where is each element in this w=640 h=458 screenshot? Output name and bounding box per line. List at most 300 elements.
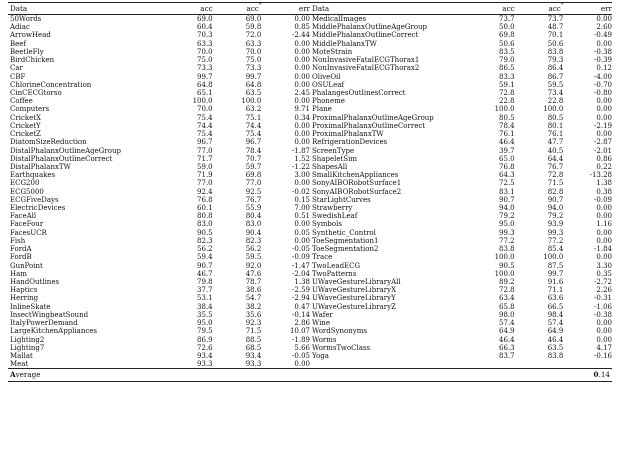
- err-value: 0.00: [596, 319, 612, 328]
- acc-star-value: 59.5: [547, 80, 564, 89]
- dataset-name: Yoga: [312, 351, 329, 360]
- err-value: -2.44: [292, 31, 310, 40]
- table-row: [8, 171, 612, 179]
- dataset-name: Synthetic_Control: [312, 228, 376, 237]
- acc-star-value: 72.8: [547, 171, 564, 180]
- dataset-name: SonyAIBORobotSurface1: [312, 179, 402, 188]
- acc-star-value: 82.8: [547, 187, 564, 196]
- err-value: -0.39: [594, 56, 612, 65]
- acc-star-value: 79.3: [547, 56, 564, 65]
- dataset-name: RefrigerationDevices: [312, 138, 388, 147]
- acc-star-value: 40.5: [547, 146, 564, 155]
- acc-star-value: 94.0: [547, 204, 564, 213]
- err-value: 0.00: [596, 327, 612, 336]
- dataset-name: LargeKitchenAppliances: [10, 327, 97, 336]
- dataset-name: TwoPatterns: [312, 269, 357, 278]
- acc-value: 59.4: [197, 253, 213, 262]
- acc-star-value: 47.7: [547, 138, 564, 147]
- dataset-name: Plane: [312, 105, 332, 114]
- acc-value: 66.3: [499, 343, 515, 352]
- acc-value: 57.4: [499, 319, 515, 328]
- acc-value: 79.5: [197, 327, 213, 336]
- acc-star-value: 66.5: [547, 302, 564, 311]
- acc-value: 86.9: [197, 335, 213, 344]
- dataset-name: FaceAll: [10, 212, 37, 221]
- err-value: -0.16: [594, 351, 612, 360]
- acc-value: 35.5: [197, 310, 213, 319]
- average-value: 0.14: [593, 370, 610, 380]
- dataset-name: DistalPhalanxTW: [10, 162, 71, 171]
- err-value: -2.72: [594, 278, 612, 286]
- acc-value: 72.8: [499, 88, 515, 97]
- dataset-name: MoteStrain: [312, 47, 353, 56]
- err-value: 10.07: [289, 327, 310, 336]
- acc-value: 53.1: [197, 294, 213, 303]
- table-row: [8, 237, 612, 245]
- acc-value: 73.7: [499, 15, 515, 23]
- acc-value: 70.0: [197, 47, 213, 56]
- table-row: [8, 130, 612, 138]
- acc-star-value: 93.3: [245, 360, 262, 369]
- table-row: [8, 105, 612, 113]
- acc-star-value: 64.8: [245, 80, 262, 89]
- acc-star-value: 59.5: [245, 253, 262, 262]
- acc-value: 79.2: [499, 212, 515, 221]
- err-value: 0.00: [294, 130, 310, 139]
- table-row: [8, 23, 612, 31]
- err-value: 0.00: [596, 335, 612, 344]
- acc-value: 99.7: [197, 72, 213, 81]
- err-value: 2.45: [294, 88, 310, 97]
- dataset-name: MiddlePhalanxOutlineCorrect: [312, 31, 419, 40]
- acc-star-value: 100.0: [543, 253, 564, 262]
- acc-value: 82.3: [197, 236, 213, 245]
- err-value: -0.05: [292, 351, 310, 360]
- acc-star-value: 76.7: [547, 162, 564, 171]
- err-value: 0.35: [596, 269, 612, 278]
- acc-value: 86.5: [499, 64, 515, 73]
- dataset-name: ECG5000: [10, 187, 44, 196]
- results-table: [8, 2, 612, 382]
- table-row: [8, 97, 612, 105]
- err-value: -0.49: [594, 31, 612, 40]
- dataset-name: Earthquakes: [10, 171, 56, 180]
- table-row: [8, 270, 612, 278]
- err-value: 2.86: [294, 319, 310, 328]
- table-row: [8, 48, 612, 56]
- acc-star-value: 38.2: [245, 302, 262, 311]
- acc-star-value: 96.7: [245, 138, 262, 147]
- err-value: 0.51: [294, 212, 310, 221]
- err-value: 0.00: [596, 15, 612, 23]
- acc-star-value: 63.5: [547, 343, 564, 352]
- acc-value: 78.4: [499, 121, 515, 130]
- err-value: 0.00: [294, 56, 310, 65]
- acc-star-value: 80.4: [245, 212, 262, 221]
- err-value: 2.60: [596, 23, 612, 32]
- err-value: 0.00: [294, 236, 310, 245]
- acc-star-value: 64.4: [547, 154, 564, 163]
- dataset-name: ArrowHead: [10, 31, 51, 40]
- dataset-name: TwoLeadECG: [312, 261, 361, 270]
- err-value: 0.00: [596, 97, 612, 106]
- err-value: 1.38: [294, 278, 310, 286]
- err-value: 0.85: [294, 23, 310, 32]
- err-value: 0.00: [596, 212, 612, 221]
- dataset-name: NonInvasiveFatalECGThorax1: [312, 56, 420, 65]
- dataset-name: Strawberry: [312, 204, 353, 213]
- acc-star-value: 87.5: [547, 261, 564, 270]
- acc-value: 75.4: [197, 113, 213, 122]
- acc-value: 93.4: [197, 351, 213, 360]
- table-row: [8, 40, 612, 48]
- table-row: [8, 31, 612, 39]
- err-value: 0.47: [294, 302, 310, 311]
- acc-value: 71.9: [197, 171, 213, 180]
- err-value: 0.00: [596, 130, 612, 139]
- table-row: [8, 253, 612, 261]
- dataset-name: Lighting7: [10, 343, 45, 352]
- dataset-name: MiddlePhalanxOutlineAgeGroup: [312, 23, 428, 32]
- err-value: -0.31: [594, 294, 612, 303]
- acc-star-value: 69.0: [245, 15, 262, 23]
- err-value: -2.94: [292, 294, 310, 303]
- dataset-name: InsectWingbeatSound: [10, 310, 89, 319]
- acc-value: 46.7: [197, 269, 213, 278]
- acc-value: 90.5: [197, 228, 213, 237]
- acc-star-value: 79.2: [547, 212, 564, 221]
- dataset-name: WordSynonyms: [312, 327, 367, 336]
- err-value: -1.06: [594, 302, 612, 311]
- dataset-name: ProximalPhalanxOutlineCorrect: [312, 121, 426, 130]
- dataset-name: OliveOil: [312, 72, 341, 81]
- err-value: 0.00: [596, 204, 612, 213]
- acc-value: 75.0: [197, 56, 213, 65]
- err-value: 0.00: [596, 236, 612, 245]
- acc-star-value: 63.5: [245, 88, 262, 97]
- acc-star-value: 47.6: [245, 269, 262, 278]
- err-value: 7.00: [294, 204, 310, 213]
- table-row: [8, 155, 612, 163]
- err-value: -0.70: [594, 80, 612, 89]
- err-value: 0.00: [294, 220, 310, 229]
- acc-value: 83.5: [499, 47, 515, 56]
- err-value: 0.86: [596, 154, 612, 163]
- table-row: [8, 336, 612, 344]
- acc-star-value: 80.1: [547, 121, 564, 130]
- table-row: [8, 229, 612, 237]
- acc-value: 98.0: [499, 310, 515, 319]
- acc-star-value: 57.4: [547, 319, 564, 328]
- dataset-name: ScreenType: [312, 146, 355, 155]
- acc-value: 80.8: [197, 212, 213, 221]
- acc-value: 72.5: [499, 179, 515, 188]
- table-row: [8, 64, 612, 72]
- dataset-name: Adiac: [10, 23, 30, 32]
- acc-star-value: 83.8: [547, 47, 564, 56]
- acc-value: 90.7: [197, 261, 213, 270]
- table-row: [8, 278, 612, 286]
- dataset-name: ShapeletSim: [312, 154, 357, 163]
- acc-star-value: 71.1: [547, 286, 564, 295]
- acc-star-value: 71.5: [245, 327, 262, 336]
- err-value: 0.00: [294, 121, 310, 130]
- acc-value: 59.1: [499, 80, 515, 89]
- acc-star-value: 72.0: [245, 31, 262, 40]
- table-row: [8, 286, 612, 294]
- err-value: 0.00: [294, 72, 310, 81]
- table-row: [8, 220, 612, 228]
- acc-value: 76.8: [197, 195, 213, 204]
- acc-value: 72.6: [197, 343, 213, 352]
- dataset-name: BirdChicken: [10, 56, 55, 65]
- err-value: 0.00: [596, 105, 612, 114]
- dataset-name: StarLightCurves: [312, 195, 371, 204]
- average-label: Average: [10, 370, 41, 380]
- acc-star-value: 86.4: [547, 64, 564, 73]
- acc-star-value: 88.5: [245, 335, 262, 344]
- acc-value: 100.0: [192, 97, 213, 106]
- header-acc-star-right: acc*: [548, 2, 564, 13]
- acc-value: 100.0: [494, 105, 515, 114]
- err-value: 0.00: [294, 360, 310, 369]
- dataset-name: CinCECGtorso: [10, 88, 62, 97]
- acc-value: 79.0: [499, 56, 515, 65]
- err-value: -0.02: [292, 187, 310, 196]
- acc-value: 69.8: [499, 31, 515, 40]
- dataset-name: ProximalPhalanxTW: [312, 130, 384, 139]
- acc-value: 83.3: [499, 72, 515, 81]
- table-row: [8, 138, 612, 146]
- err-value: -1.89: [292, 335, 310, 344]
- dataset-name: InlineSkate: [10, 302, 51, 311]
- acc-value: 64.3: [499, 171, 515, 180]
- dataset-name: Meat: [10, 360, 29, 369]
- acc-star-value: 73.4: [547, 88, 564, 97]
- acc-star-value: 59.8: [245, 23, 262, 32]
- acc-value: 56.2: [197, 245, 213, 254]
- dataset-name: ElectricDevices: [10, 204, 66, 213]
- acc-value: 65.8: [499, 302, 515, 311]
- table-row: [8, 352, 612, 360]
- acc-value: 83.8: [499, 245, 515, 254]
- acc-value: 60.1: [197, 204, 213, 213]
- acc-value: 99.3: [499, 228, 515, 237]
- table-row: [8, 319, 612, 327]
- acc-value: 83.7: [499, 351, 515, 360]
- acc-value: 76.8: [499, 162, 515, 171]
- dataset-name: UWaveGestureLibraryX: [312, 286, 397, 295]
- dataset-name: Worms: [312, 335, 337, 344]
- acc-value: 64.9: [499, 327, 515, 336]
- acc-value: 70.3: [197, 31, 213, 40]
- dataset-name: 50Words: [10, 15, 42, 23]
- acc-value: 70.0: [197, 105, 213, 114]
- dataset-name: Haptics: [10, 286, 38, 295]
- dataset-name: GunPoint: [10, 261, 43, 270]
- acc-value: 59.0: [197, 162, 213, 171]
- header-acc: acc: [200, 4, 213, 13]
- acc-star-value: 64.9: [547, 327, 564, 336]
- acc-value: 96.7: [197, 138, 213, 147]
- dataset-name: OSULeaf: [312, 80, 344, 89]
- acc-value: 69.0: [197, 15, 213, 23]
- table-row: [8, 122, 612, 130]
- acc-star-value: 63.2: [245, 105, 262, 114]
- err-value: -1.87: [292, 146, 310, 155]
- table-row: [8, 204, 612, 212]
- acc-value: 60.4: [197, 23, 213, 32]
- err-value: 3.00: [294, 171, 310, 180]
- average-row: [8, 369, 612, 381]
- dataset-name: Wafer: [312, 310, 333, 319]
- err-value: 1.52: [294, 154, 310, 163]
- acc-value: 80.5: [499, 113, 515, 122]
- acc-star-value: 68.5: [245, 343, 262, 352]
- dataset-name: ECGFiveDays: [10, 195, 59, 204]
- err-value: -1.22: [292, 162, 310, 171]
- err-value: 0.22: [596, 162, 612, 171]
- err-value: -2.04: [292, 269, 310, 278]
- acc-star-value: 100.0: [241, 97, 262, 106]
- acc-star-value: 92.5: [245, 187, 262, 196]
- acc-star-value: 59.7: [245, 162, 262, 171]
- table-row: [8, 327, 612, 335]
- err-value: 4.17: [596, 343, 612, 352]
- acc-value: 90.5: [499, 261, 515, 270]
- acc-value: 83.0: [197, 220, 213, 229]
- acc-star-value: 77.0: [245, 179, 262, 188]
- acc-value: 83.1: [499, 187, 515, 196]
- header-data: Data: [10, 4, 28, 13]
- acc-star-value: 74.4: [245, 121, 262, 130]
- err-value: 0.00: [294, 39, 310, 48]
- acc-star-value: 90.7: [547, 195, 564, 204]
- dataset-name: FordB: [10, 253, 32, 262]
- err-value: 9.71: [294, 105, 310, 114]
- err-value: 0.12: [596, 64, 612, 73]
- acc-value: 71.7: [197, 154, 213, 163]
- err-value: 0.05: [294, 228, 310, 237]
- acc-value: 63.4: [499, 294, 515, 303]
- err-value: -2.59: [292, 286, 310, 295]
- err-value: 0.00: [596, 253, 612, 262]
- table-row: [8, 73, 612, 81]
- bottom-rule: [8, 381, 612, 382]
- acc-star-value: 100.0: [543, 105, 564, 114]
- err-value: 0.15: [294, 195, 310, 204]
- table-row: [8, 262, 612, 270]
- acc-value: 50.0: [499, 23, 515, 32]
- acc-value: 50.6: [499, 39, 515, 48]
- dataset-name: ChlorineConcentration: [10, 80, 92, 89]
- acc-value: 93.3: [197, 360, 213, 369]
- header-acc-right: acc: [502, 4, 515, 13]
- acc-star-value: 75.0: [245, 56, 262, 65]
- err-value: 0.00: [294, 138, 310, 147]
- acc-value: 38.4: [197, 302, 213, 311]
- acc-star-value: 82.3: [245, 236, 262, 245]
- acc-value: 100.0: [494, 269, 515, 278]
- dataset-name: Phoneme: [312, 97, 345, 106]
- acc-star-value: 56.2: [245, 245, 262, 254]
- acc-star-value: 75.4: [245, 130, 262, 139]
- acc-star-value: 98.4: [547, 310, 564, 319]
- err-value: 0.34: [294, 113, 310, 122]
- acc-value: 46.4: [499, 335, 515, 344]
- acc-value: 95.0: [499, 220, 515, 229]
- dataset-name: FaceFour: [10, 220, 44, 229]
- acc-value: 72.8: [499, 286, 515, 295]
- err-value: 1.38: [596, 179, 612, 188]
- err-value: -4.00: [594, 72, 612, 81]
- dataset-name: Mallat: [10, 351, 33, 360]
- acc-value: 79.8: [197, 278, 213, 286]
- dataset-name: HandOutlines: [10, 278, 60, 286]
- acc-star-value: 93.9: [547, 220, 564, 229]
- dataset-name: UWaveGestureLibraryAll: [312, 278, 401, 286]
- acc-star-value: 76.1: [547, 130, 564, 139]
- acc-star-value: 85.4: [547, 245, 564, 254]
- dataset-name: Beef: [10, 39, 27, 48]
- table-row: [8, 188, 612, 196]
- err-value: -0.05: [292, 245, 310, 254]
- dataset-name: DiatomSizeReduction: [10, 138, 87, 147]
- acc-star-value: 90.4: [245, 228, 262, 237]
- dataset-name: ToeSegmentation2: [312, 245, 379, 254]
- dataset-name: ProximalPhalanxOutlineAgeGroup: [312, 113, 434, 122]
- acc-star-value: 91.6: [547, 278, 564, 286]
- table-row: [8, 303, 612, 311]
- acc-value: 75.4: [197, 130, 213, 139]
- acc-value: 92.4: [197, 187, 213, 196]
- acc-star-value: 55.9: [245, 204, 262, 213]
- err-value: -1.47: [292, 261, 310, 270]
- err-value: 0.00: [294, 80, 310, 89]
- acc-value: 94.0: [499, 204, 515, 213]
- acc-star-value: 73.3: [245, 64, 262, 73]
- dataset-name: CBF: [10, 72, 26, 81]
- err-value: 0.00: [294, 64, 310, 73]
- dataset-name: ShapesAll: [312, 162, 348, 171]
- acc-value: 37.7: [197, 286, 213, 295]
- acc-star-value: 75.1: [245, 113, 262, 122]
- err-value: 1.16: [596, 220, 612, 229]
- acc-value: 65.1: [197, 88, 213, 97]
- err-value: 0.00: [596, 228, 612, 237]
- acc-star-value: 73.7: [547, 15, 564, 23]
- dataset-name: Wine: [312, 319, 330, 328]
- acc-star-value: 77.2: [547, 236, 564, 245]
- table-body: [8, 15, 612, 368]
- acc-star-value: 50.6: [547, 39, 564, 48]
- acc-star-value: 22.8: [547, 97, 564, 106]
- dataset-name: WormsTwoClass: [312, 343, 371, 352]
- acc-star-value: 83.0: [245, 220, 262, 229]
- acc-star-value: 70.0: [245, 47, 262, 56]
- table-row: [8, 89, 612, 97]
- table-row: [8, 311, 612, 319]
- table-row: [8, 245, 612, 253]
- acc-value: 77.2: [499, 236, 515, 245]
- acc-value: 77.0: [197, 179, 213, 188]
- acc-star-value: 70.7: [245, 154, 262, 163]
- dataset-name: SwedishLeaf: [312, 212, 358, 221]
- err-value: 0.00: [294, 15, 310, 23]
- acc-star-value: 48.7: [547, 23, 564, 32]
- acc-value: 64.8: [197, 80, 213, 89]
- table-row: [8, 196, 612, 204]
